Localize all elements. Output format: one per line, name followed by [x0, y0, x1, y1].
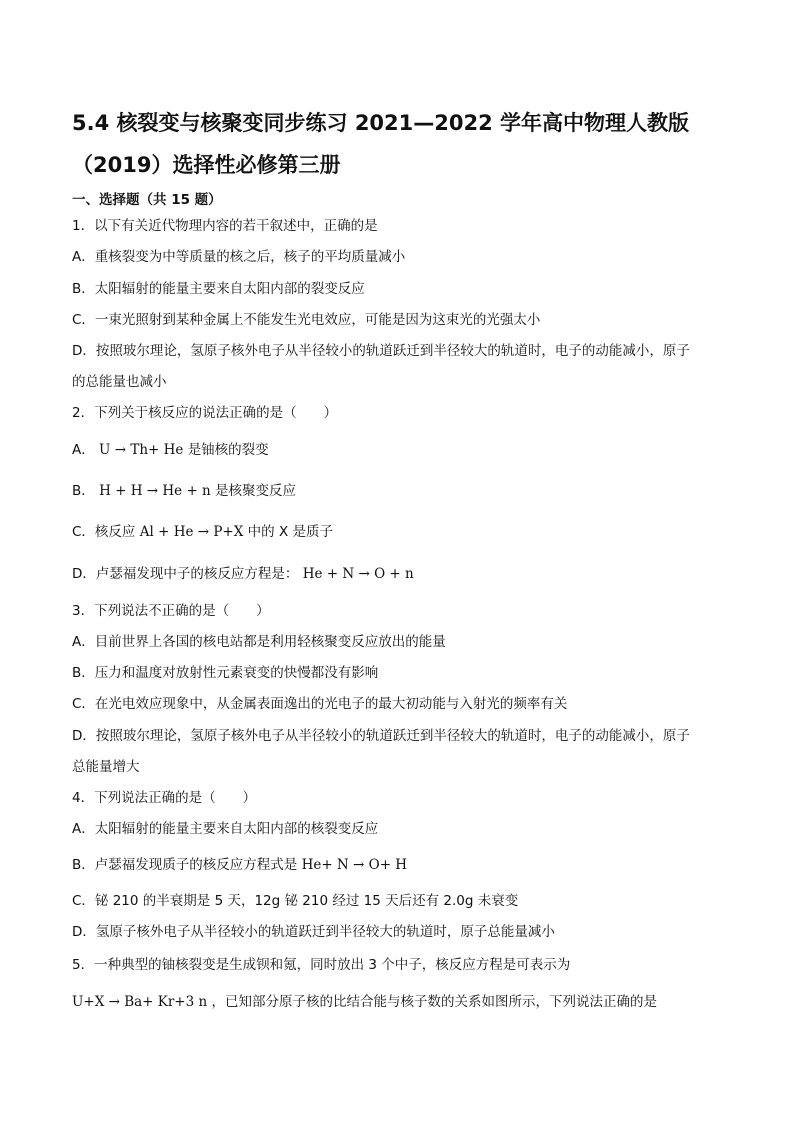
q2-d-prefix: D．卢瑟福发现中子的核反应方程是：	[72, 566, 299, 582]
q2-d-equation: He + N → O + n	[302, 566, 414, 582]
q2-b-prefix: B．	[72, 483, 95, 499]
q2-stem: 2．下列关于核反应的说法正确的是（ ）	[72, 405, 338, 421]
q5-text: ，已知部分原子核的比结合能与核子数的关系如图所示，下列说法正确的是	[211, 994, 657, 1010]
section-heading: 一、选择题（共 15 题）	[72, 192, 222, 208]
q2-option-a	[72, 440, 722, 460]
q3-option-c: C．在光电效应现象中，从金属表面逸出的光电子的最大初动能与入射光的频率有关	[72, 696, 568, 712]
q5-equation: U+X → Ba+ Kr+3 n	[72, 994, 208, 1010]
q2-c-text: 中的 X 是质子	[247, 524, 333, 540]
q2-b-equation: H + H → He + n	[99, 483, 211, 499]
q2-b-text: 是核聚变反应	[215, 483, 297, 499]
q2-option-d	[72, 564, 722, 584]
q5-stem: 5．一种典型的铀核裂变是生成钡和氪，同时放出 3 个中子，核反应方程是可表示为	[72, 957, 571, 973]
q1-option-a: A．重核裂变为中等质量的核之后，核子的平均质量减小	[72, 249, 406, 265]
q2-option-b	[72, 481, 722, 501]
q1-option-d-line1: D．按照玻尔理论，氢原子核外电子从半径较小的轨道跃迁到半径较大的轨道时，电子的动能减小，原子	[72, 343, 690, 359]
q4-stem: 4．下列说法正确的是（ ）	[72, 790, 257, 806]
q5-equation-line	[72, 992, 722, 1012]
q4-b-prefix: B．卢瑟福发现质子的核反应方程式是	[72, 857, 298, 873]
q4-option-b	[72, 855, 722, 875]
q3-option-d-line2: 总能量增大	[72, 759, 140, 775]
title-line-2: （2019）选择性必修第三册	[72, 153, 341, 177]
q2-a-prefix: A．	[72, 442, 95, 458]
q4-option-a: A．太阳辐射的能量主要来自太阳内部的核裂变反应	[72, 821, 379, 837]
q3-option-a: A．目前世界上各国的核电站都是利用轻核聚变反应放出的能量	[72, 634, 446, 650]
q3-option-d-line1: D．按照玻尔理论，氢原子核外电子从半径较小的轨道跃迁到半径较大的轨道时，电子的动能减小，原子	[72, 728, 690, 744]
q3-option-b: B．压力和温度对放射性元素衰变的快慢都没有影响	[72, 665, 379, 681]
q1-stem: 1．以下有关近代物理内容的若干叙述中，正确的是	[72, 218, 378, 234]
document-title	[72, 102, 732, 186]
q4-option-c: C．铋 210 的半衰期是 5 天，12g 铋 210 经过 15 天后还有 2.0g 未衰变	[72, 893, 519, 909]
q3-stem: 3．下列说法不正确的是（ ）	[72, 603, 270, 619]
q4-option-d: D．氢原子核外电子从半径较小的轨道跃迁到半径较大的轨道时，原子总能量减小	[72, 924, 555, 940]
q1-option-d-line2: 的总能量也减小	[72, 374, 167, 390]
q2-a-text: 是铀核的裂变	[187, 442, 269, 458]
q1-option-c: C．一束光照射到某种金属上不能发生光电效应，可能是因为这束光的光强太小	[72, 312, 541, 328]
q2-c-prefix: C．核反应	[72, 524, 136, 540]
q2-option-c	[72, 522, 722, 542]
q4-b-equation: He+ N → O+ H	[301, 857, 408, 873]
q1-option-b: B．太阳辐射的能量主要来自太阳内部的裂变反应	[72, 281, 365, 297]
title-line-1: 5.4 核裂变与核聚变同步练习 2021—2022 学年高中物理人教版	[72, 111, 690, 135]
q2-c-equation: Al + He → P+X	[139, 524, 244, 540]
q2-a-equation: U → Th+ He	[99, 442, 184, 458]
